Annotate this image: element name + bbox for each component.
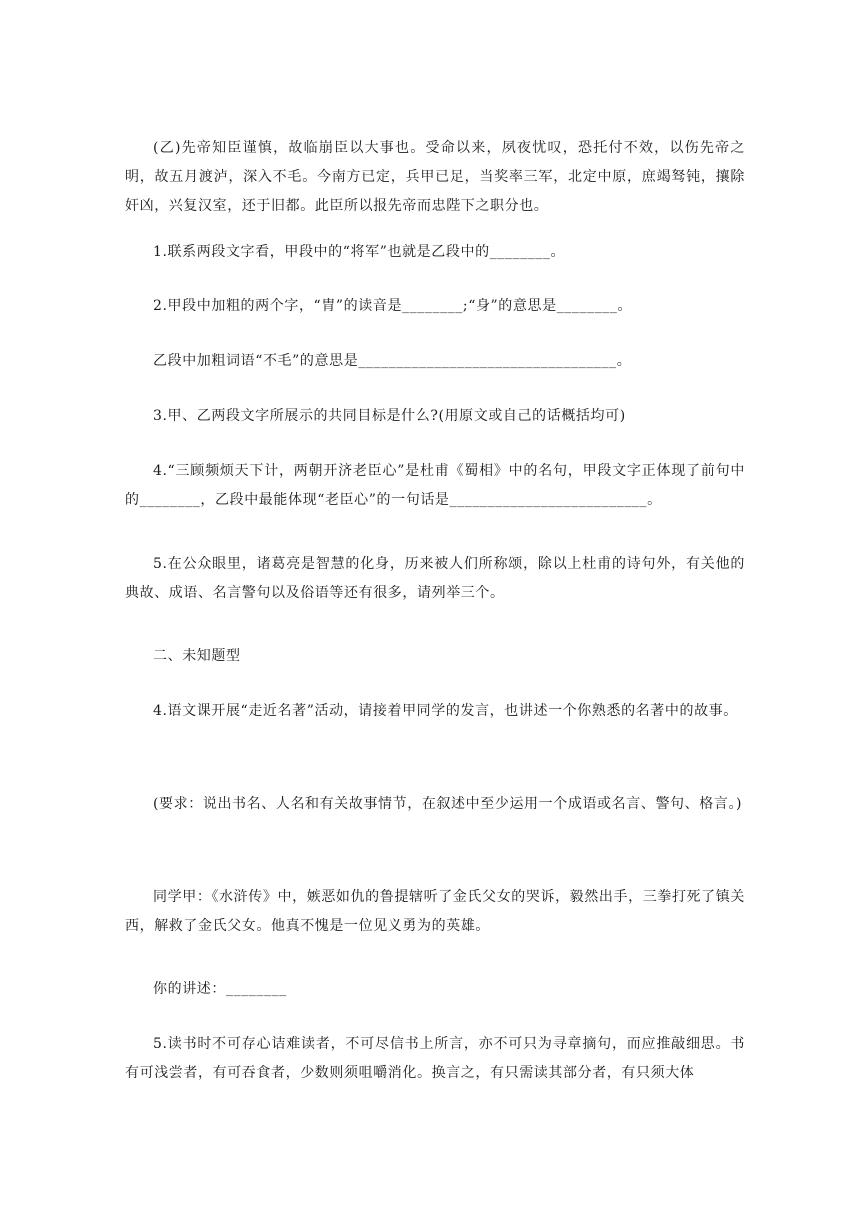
passage-yi: (乙)先帝知臣谨慎，故临崩臣以大事也。受命以来，夙夜忧叹，恐托付不效，以伤先帝之明，故五月渡泸，深入不毛。今南方已定，兵甲已足，当奖率三军，北定中原，庶竭驽钝，攘除奸凶，兴复汉室，还于旧都。此臣所以报先帝而忠陛下之职分也。 [125,140,745,214]
unknown-question-5: 5.读书时不可存心诘难读者，不可尽信书上所言，亦不可只为寻章摘句，而应推敲细思。书有可浅尝者，有可吞食者，少数则须咀嚼消化。换言之，有只需读其部分者，有只须大体 [125,1036,745,1081]
section-heading: 二、未知题型 [153,648,241,664]
question-1: 1.联系两段文字看，甲段中的“将军”也就是乙段中的________。 [153,244,566,260]
question-2: 2.甲段中加粗的两个字，“胄”的读音是________;“身”的意思是________。 [153,298,633,314]
question-5: 5.在公众眼里，诸葛亮是智慧的化身，历来被人们所称颂，除以上杜甫的诗句外，有关他的典故、成语、名言警句以及俗语等还有很多，请列举三个。 [125,556,745,601]
classmate-a-statement: 同学甲：《水浒传》中，嫉恶如仇的鲁提辖听了金氏父女的哭诉，毅然出手，三拳打死了镇关西，解救了金氏父女。他真不愧是一位见义勇为的英雄。 [125,889,745,934]
question-4: 4.“三顾频烦天下计，两朝开济老臣心”是杜甫《蜀相》中的名句，甲段文字正体现了前句中的________，乙段中最能体现“老臣心”的一句话是__________________________。 [125,463,745,508]
your-narration: 你的讲述：________ [153,981,287,997]
requirement-note: (要求：说出书名、人名和有关故事情节，在叙述中至少运用一个成语或名言、警句、格言。) [153,796,743,812]
question-2-part-2: 乙段中加粗词语“不毛”的意思是__________________________________。 [153,353,632,369]
question-3: 3.甲、乙两段文字所展示的共同目标是什么?(用原文或自己的话概括均可) [153,408,626,424]
unknown-question-4: 4.语文课开展“走近名著”活动，请接着甲同学的发言，也讲述一个你熟悉的名著中的故事。 [153,703,738,719]
